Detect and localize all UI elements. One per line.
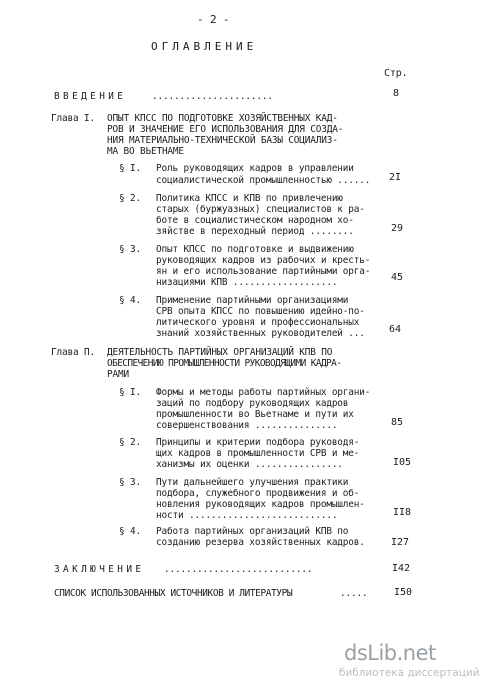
ch1-s2-line-2: старых (буржуазных) специалистов к ра- bbox=[156, 204, 365, 215]
chapter1-label: Глава I. bbox=[51, 113, 95, 124]
ch2-s3-line-2: подбора, служебного продвижения и об- bbox=[156, 488, 360, 499]
ch2-s1-line-1: Формы и методы работы партийных органи- bbox=[156, 387, 371, 398]
ch2-s4-line-1: Работа партийных организаций КПВ по bbox=[156, 526, 349, 537]
ch2-s3-line-3: новления руководящих кадров промышлен- bbox=[156, 499, 365, 510]
page-number: - 2 - bbox=[197, 13, 230, 26]
watermark-logo: dsLib.net bbox=[344, 641, 436, 665]
ch2-s3-num: § 3. bbox=[119, 477, 141, 488]
chapter2-label: Глава П. bbox=[51, 347, 95, 358]
ch2-s1-line-2: заций по подбору руководящих кадров bbox=[156, 398, 349, 409]
ch2-s3-line-4: ности ........................... bbox=[156, 510, 338, 521]
ch1-s3-line-3: ян и его использование партийными орга- bbox=[156, 266, 371, 277]
ch1-s4-line-3: литического уровня и профессиональных bbox=[156, 317, 360, 328]
conclusion-dots: ........................... bbox=[164, 564, 313, 575]
ch1-s3-line-4: низациями КПВ ................... bbox=[156, 277, 338, 288]
ch1-s1-page: 2I bbox=[389, 172, 402, 183]
ch1-s1-num: § I. bbox=[119, 163, 141, 174]
ch2-s1-page: 85 bbox=[391, 417, 404, 428]
ch2-s4-page: I27 bbox=[391, 537, 410, 548]
ch2-s4-line-2: созданию резерва хозяйственных кадров. bbox=[156, 537, 365, 548]
ch1-s2-num: § 2. bbox=[119, 193, 141, 204]
chapter1-title-1: ОПЫТ КПСС ПО ПОДГОТОВКЕ ХОЗЯЙСТВЕННЫХ КАД- bbox=[107, 113, 338, 124]
ch1-s3-page: 45 bbox=[391, 272, 404, 283]
watermark-caption: библиотека диссертаций bbox=[339, 667, 480, 679]
ch1-s3-num: § 3. bbox=[119, 244, 141, 255]
ch1-s3-line-1: Опыт КПСС по подготовке и выдвижению bbox=[156, 244, 354, 255]
ch2-s2-line-3: ханизмы их оценки ................ bbox=[156, 459, 343, 470]
chapter1-title-4: МА ВО ВЬЕТНАМЕ bbox=[107, 146, 184, 157]
chapter2-title-1: ДЕЯТЕЛЬНОСТЬ ПАРТИЙНЫХ ОРГАНИЗАЦИЙ КПВ ПО bbox=[107, 347, 333, 358]
ch1-s1-line-1: Роль руководящих кадров в управлении bbox=[156, 163, 354, 174]
ch1-s2-line-4: зяйстве в переходный период ........ bbox=[156, 226, 354, 237]
ch2-s4-num: § 4. bbox=[119, 526, 141, 537]
chapter2-title-3: РАМИ bbox=[107, 369, 129, 380]
ch1-s3-line-2: руководящих кадров из рабочих и кресть- bbox=[156, 255, 371, 266]
ch1-s4-line-4: знаний хозяйственных руководителей ... bbox=[156, 328, 365, 339]
ch1-s2-page: 29 bbox=[391, 223, 404, 234]
page-column-label: Стр. bbox=[384, 68, 408, 79]
ch2-s2-line-2: щих кадров в промышленности СРВ и ме- bbox=[156, 448, 360, 459]
ch2-s3-line-1: Пути дальнейшего улучшения практики bbox=[156, 477, 349, 488]
conclusion-label: ЗАКЛЮЧЕНИЕ bbox=[54, 564, 145, 575]
ch2-s2-num: § 2. bbox=[119, 437, 141, 448]
ch2-s2-page: I05 bbox=[393, 457, 412, 468]
toc-heading: ОГЛАВЛЕНИЕ bbox=[151, 40, 258, 53]
chapter2-title-2: ОБЕСПЕЧЕНИЮ ПРОМЫШЛЕННОСТИ РУКОВОДЯЩИМИ КАДРА- bbox=[107, 358, 342, 369]
ch2-s1-line-4: совершенствования ............... bbox=[156, 420, 338, 431]
chapter1-title-2: РОВ И ЗНАЧЕНИЕ ЕГО ИСПОЛЬЗОВАНИЯ ДЛЯ СОЗДА- bbox=[107, 124, 344, 135]
bibliography-dots: ..... bbox=[340, 588, 368, 599]
ch2-s3-page: II8 bbox=[393, 507, 412, 518]
ch1-s2-line-1: Политика КПСС и КПВ по привлечению bbox=[156, 193, 343, 204]
ch1-s4-line-1: Применение партийными организациями bbox=[156, 295, 349, 306]
ch2-s1-line-3: промышленности во Вьетнаме и пути их bbox=[156, 409, 354, 420]
chapter1-title-3: НИЯ МАТЕРИАЛЬНО-ТЕХНИЧЕСКОЙ БАЗЫ СОЦИАЛИЗ- bbox=[107, 135, 338, 146]
conclusion-page: I42 bbox=[392, 563, 411, 574]
ch1-s2-line-3: боте в социалистическом народном хо- bbox=[156, 215, 354, 226]
ch2-s2-line-1: Принципы и критерии подбора руководя- bbox=[156, 437, 360, 448]
intro-dots: ...................... bbox=[152, 91, 273, 102]
ch1-s4-page: 64 bbox=[389, 324, 402, 335]
intro-label: ВВЕДЕНИЕ bbox=[54, 91, 127, 102]
ch1-s4-line-2: СРВ опыта КПСС по повышению идейно-по- bbox=[156, 306, 365, 317]
bibliography-label: СПИСОК ИСПОЛЬЗОВАННЫХ ИСТОЧНИКОВ И ЛИТЕРАТУРЫ bbox=[54, 588, 293, 599]
intro-page: 8 bbox=[393, 88, 400, 99]
ch1-s1-line-2: социалистической промышленностью ...... bbox=[156, 175, 371, 186]
bibliography-page: I50 bbox=[394, 587, 413, 598]
ch2-s1-num: § I. bbox=[119, 387, 141, 398]
ch1-s4-num: § 4. bbox=[119, 295, 141, 306]
